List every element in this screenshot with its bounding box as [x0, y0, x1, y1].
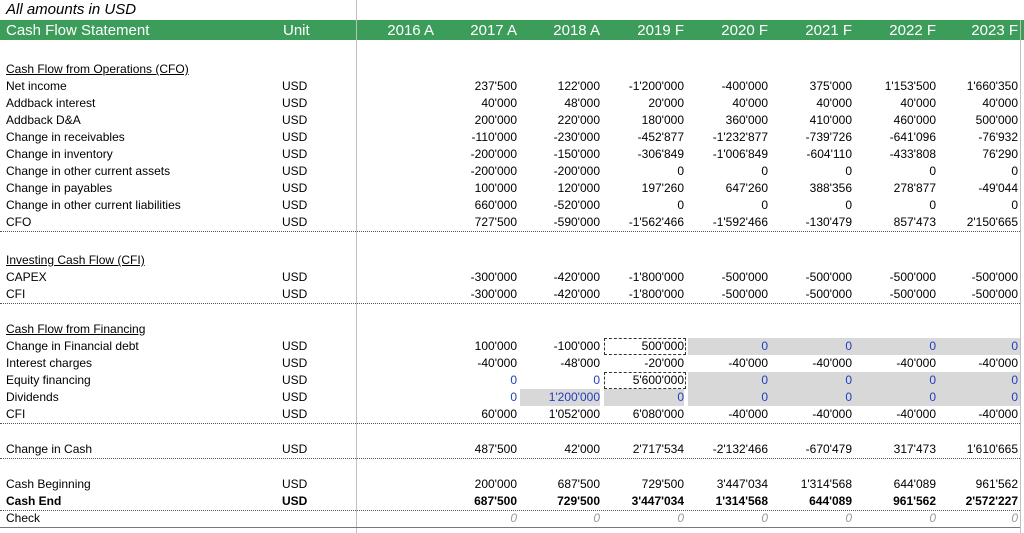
value-cell[interactable]: -739'726 — [805, 130, 852, 144]
row-unit: USD — [282, 181, 308, 195]
row-unit: USD — [282, 164, 308, 178]
row-unit: USD — [282, 442, 308, 456]
value-cell[interactable]: 0 — [845, 164, 852, 178]
value-cell[interactable]: 410'000 — [809, 113, 852, 127]
value-cell[interactable]: -48'000 — [560, 356, 600, 370]
row-label: Cash Beginning — [6, 477, 91, 491]
value-cell[interactable]: -40'000 — [978, 356, 1018, 370]
value-cell[interactable]: 100'000 — [474, 181, 517, 195]
header-year: 2016 A — [387, 22, 434, 39]
value-cell[interactable]: 487'500 — [474, 442, 517, 456]
value-cell[interactable]: 729'500 — [641, 477, 684, 491]
value-cell[interactable]: 317'473 — [893, 442, 936, 456]
header-year: 2018 A — [553, 22, 600, 39]
value-cell[interactable]: 0 — [845, 511, 852, 525]
sheet-title: All amounts in USD — [6, 1, 137, 18]
value-cell[interactable]: -590'000 — [553, 215, 600, 229]
value-cell[interactable]: -40'000 — [728, 407, 768, 421]
value-cell[interactable]: 0 — [929, 511, 936, 525]
value-cell[interactable]: -150'000 — [553, 147, 600, 161]
value-cell[interactable]: -433'808 — [889, 147, 936, 161]
value-cell[interactable]: -40'000 — [812, 407, 852, 421]
value-cell[interactable]: -49'044 — [978, 181, 1018, 195]
value-cell[interactable]: 660'000 — [474, 198, 517, 212]
value-cell[interactable]: 1'610'665 — [966, 442, 1018, 456]
value-cell[interactable]: -40'000 — [978, 407, 1018, 421]
value-cell[interactable]: 1'314'568 — [715, 494, 768, 508]
value-cell[interactable]: 0 — [593, 511, 600, 525]
row-label: Change in Financial debt — [6, 339, 139, 353]
value-cell[interactable]: -306'849 — [637, 147, 684, 161]
value-cell[interactable]: 2'572'227 — [965, 494, 1018, 508]
right-border — [1020, 20, 1021, 533]
value-cell[interactable]: 0 — [929, 198, 936, 212]
value-cell[interactable]: 0 — [845, 390, 852, 404]
row-label: Check — [6, 511, 41, 525]
header-year: 2023 F — [971, 22, 1018, 39]
row-unit: USD — [282, 356, 308, 370]
value-cell[interactable]: 1'200'000 — [548, 390, 600, 404]
section-heading: Cash Flow from Operations (CFO) — [6, 62, 189, 76]
value-cell[interactable]: -400'000 — [721, 79, 768, 93]
row-unit: USD — [282, 96, 308, 110]
row-separator — [0, 303, 1020, 304]
section-heading: Investing Cash Flow (CFI) — [6, 253, 145, 267]
value-cell[interactable]: 1'052'000 — [548, 407, 600, 421]
header-row — [0, 20, 1024, 40]
header-unit: Unit — [283, 22, 310, 39]
value-cell[interactable]: 0 — [1011, 373, 1018, 387]
value-cell[interactable]: 0 — [929, 339, 936, 353]
value-cell[interactable]: 220'000 — [557, 113, 600, 127]
value-cell[interactable]: -230'000 — [553, 130, 600, 144]
value-cell[interactable]: -2'132'466 — [712, 442, 768, 456]
value-cell[interactable]: 200'000 — [474, 477, 517, 491]
value-cell[interactable]: 961'562 — [975, 477, 1018, 491]
value-cell[interactable]: 0 — [929, 164, 936, 178]
value-cell[interactable]: 0 — [677, 164, 684, 178]
value-cell[interactable]: 500'000 — [641, 339, 684, 353]
value-cell[interactable]: 48'000 — [564, 96, 600, 110]
value-cell[interactable]: 40'000 — [982, 96, 1018, 110]
row-separator — [0, 527, 1020, 528]
value-cell[interactable]: -200'000 — [553, 164, 600, 178]
row-unit: USD — [282, 79, 308, 93]
row-label: Change in payables — [6, 181, 113, 195]
value-cell[interactable]: -641'096 — [889, 130, 936, 144]
row-unit: USD — [282, 113, 308, 127]
value-cell[interactable]: 0 — [929, 373, 936, 387]
value-cell[interactable]: 3'447'034 — [631, 494, 684, 508]
row-unit: USD — [282, 270, 308, 284]
value-cell[interactable]: -604'110 — [806, 147, 852, 161]
value-cell[interactable]: -1'562'466 — [628, 215, 684, 229]
value-cell[interactable]: 727'500 — [474, 215, 517, 229]
row-label: CFO — [6, 215, 32, 229]
value-cell[interactable]: 40'000 — [481, 96, 517, 110]
row-separator — [0, 458, 1020, 459]
value-cell[interactable]: -500'000 — [971, 287, 1018, 301]
row-unit: USD — [282, 373, 308, 387]
value-cell[interactable]: 0 — [761, 164, 768, 178]
header-year: 2017 A — [470, 22, 517, 39]
value-cell[interactable]: 40'000 — [816, 96, 852, 110]
row-separator — [0, 423, 1020, 424]
value-cell[interactable]: -110'000 — [471, 130, 517, 144]
row-unit: USD — [282, 130, 308, 144]
section-heading: Cash Flow from Financing — [6, 322, 146, 336]
value-cell[interactable]: 0 — [677, 390, 684, 404]
value-cell[interactable]: 0 — [593, 373, 600, 387]
row-label: CFI — [6, 407, 26, 421]
value-cell[interactable]: -500'000 — [971, 270, 1018, 284]
row-separator — [0, 231, 1020, 232]
row-unit: USD — [282, 407, 308, 421]
value-cell[interactable]: 0 — [845, 339, 852, 353]
row-label: Addback D&A — [6, 113, 81, 127]
value-cell[interactable]: -500'000 — [721, 270, 768, 284]
value-cell[interactable]: -500'000 — [805, 270, 852, 284]
row-label: CFI — [6, 287, 26, 301]
value-cell[interactable]: 0 — [1011, 511, 1018, 525]
row-label: Change in receivables — [6, 130, 125, 144]
value-cell[interactable]: 200'000 — [474, 113, 517, 127]
row-label: Cash End — [6, 494, 62, 508]
header-year: 2022 F — [889, 22, 936, 39]
row-unit: USD — [282, 147, 308, 161]
row-label: Interest charges — [6, 356, 93, 370]
value-cell[interactable]: -452'877 — [637, 130, 684, 144]
value-cell[interactable]: -20'000 — [644, 356, 684, 370]
value-cell[interactable]: -40'000 — [896, 407, 936, 421]
value-cell[interactable]: -200'000 — [470, 147, 517, 161]
value-cell[interactable]: -1'200'000 — [628, 79, 684, 93]
value-cell[interactable]: 5'600'000 — [632, 373, 684, 387]
row-unit: USD — [282, 477, 308, 491]
value-cell[interactable]: -500'000 — [889, 287, 936, 301]
row-unit: USD — [282, 287, 308, 301]
value-cell[interactable]: -40'000 — [477, 356, 517, 370]
value-cell[interactable]: -1'592'466 — [712, 215, 768, 229]
row-unit: USD — [282, 215, 308, 229]
value-cell[interactable]: -1'800'000 — [628, 270, 684, 284]
value-cell[interactable]: 0 — [845, 373, 852, 387]
value-cell[interactable]: 0 — [510, 390, 517, 404]
row-label: Addback interest — [6, 96, 96, 110]
value-cell[interactable]: 0 — [1011, 339, 1018, 353]
value-cell[interactable]: 1'153'500 — [884, 79, 936, 93]
header-year: 2019 F — [637, 22, 684, 39]
value-cell[interactable]: -520'000 — [553, 198, 600, 212]
row-label: Net income — [6, 79, 67, 93]
value-cell[interactable]: 20'000 — [648, 96, 684, 110]
value-cell[interactable]: -1'800'000 — [628, 287, 684, 301]
value-cell[interactable]: 197'260 — [641, 181, 684, 195]
value-cell[interactable]: -76'932 — [978, 130, 1018, 144]
value-cell[interactable]: -420'000 — [553, 287, 600, 301]
row-label: Equity financing — [6, 373, 91, 387]
value-cell[interactable]: 360'000 — [725, 113, 768, 127]
column-divider — [356, 0, 357, 533]
value-cell[interactable]: 0 — [1011, 164, 1018, 178]
value-cell[interactable]: -40'000 — [896, 356, 936, 370]
value-cell[interactable]: 180'000 — [641, 113, 684, 127]
value-cell[interactable]: 729'500 — [557, 494, 600, 508]
value-cell[interactable]: 0 — [510, 373, 517, 387]
row-unit: USD — [282, 339, 308, 353]
value-cell[interactable]: 0 — [761, 511, 768, 525]
value-cell[interactable]: 0 — [929, 390, 936, 404]
value-cell[interactable]: 0 — [677, 198, 684, 212]
value-cell[interactable]: -500'000 — [805, 287, 852, 301]
value-cell[interactable]: 3'447'034 — [716, 477, 768, 491]
row-label: CAPEX — [6, 270, 47, 284]
value-cell[interactable]: 647'260 — [725, 181, 768, 195]
value-cell[interactable]: 278'877 — [893, 181, 936, 195]
value-cell[interactable]: 644'089 — [893, 477, 936, 491]
value-cell[interactable]: -420'000 — [553, 270, 600, 284]
header-label: Cash Flow Statement — [6, 22, 150, 39]
value-cell[interactable]: -40'000 — [812, 356, 852, 370]
value-cell[interactable]: 0 — [1011, 390, 1018, 404]
value-cell[interactable]: 0 — [761, 339, 768, 353]
value-cell[interactable]: 0 — [677, 511, 684, 525]
row-unit: USD — [282, 494, 308, 508]
value-cell[interactable]: -300'000 — [470, 287, 517, 301]
value-cell[interactable]: 388'356 — [809, 181, 852, 195]
value-cell[interactable]: 0 — [761, 390, 768, 404]
value-cell[interactable]: 1'314'568 — [800, 477, 852, 491]
value-cell[interactable]: -200'000 — [470, 164, 517, 178]
value-cell[interactable]: 500'000 — [975, 113, 1018, 127]
value-cell[interactable]: 40'000 — [732, 96, 768, 110]
value-cell[interactable]: 687'500 — [557, 477, 600, 491]
value-cell[interactable]: 644'089 — [809, 494, 852, 508]
value-cell[interactable]: 76'290 — [982, 147, 1018, 161]
value-cell[interactable]: 100'000 — [474, 339, 517, 353]
value-cell[interactable]: -130'479 — [805, 215, 852, 229]
value-cell[interactable]: -300'000 — [470, 270, 517, 284]
value-cell[interactable]: 120'000 — [557, 181, 600, 195]
value-cell[interactable]: 237'500 — [474, 79, 517, 93]
value-cell[interactable]: 1'660'350 — [966, 79, 1018, 93]
header-year: 2021 F — [805, 22, 852, 39]
value-cell[interactable]: 6'080'000 — [632, 407, 684, 421]
value-cell[interactable]: 0 — [761, 373, 768, 387]
value-cell[interactable]: 2'717'534 — [632, 442, 684, 456]
row-label: Change in Cash — [6, 442, 93, 456]
value-cell[interactable]: -1'232'877 — [712, 130, 768, 144]
value-cell[interactable]: 961'562 — [893, 494, 936, 508]
value-cell[interactable]: -500'000 — [721, 287, 768, 301]
value-cell[interactable]: 0 — [1011, 198, 1018, 212]
row-unit: USD — [282, 390, 308, 404]
row-unit: USD — [282, 198, 308, 212]
header-year: 2020 F — [721, 22, 768, 39]
row-label: Change in other current assets — [6, 164, 171, 178]
value-cell[interactable]: 40'000 — [900, 96, 936, 110]
value-cell[interactable]: 42'000 — [564, 442, 600, 456]
value-cell[interactable]: 2'150'665 — [966, 215, 1018, 229]
value-cell[interactable]: -100'000 — [553, 339, 600, 353]
row-label: Change in other current liabilities — [6, 198, 181, 212]
value-cell[interactable]: 857'473 — [893, 215, 936, 229]
value-cell[interactable]: 0 — [845, 198, 852, 212]
value-cell[interactable]: 0 — [510, 511, 517, 525]
value-cell[interactable]: 122'000 — [557, 79, 600, 93]
value-cell[interactable]: 60'000 — [481, 407, 517, 421]
value-cell[interactable]: -1'006'849 — [712, 147, 768, 161]
value-cell[interactable]: -40'000 — [728, 356, 768, 370]
value-cell[interactable]: 375'000 — [809, 79, 852, 93]
value-cell[interactable]: -500'000 — [889, 270, 936, 284]
row-label: Change in inventory — [6, 147, 113, 161]
value-cell[interactable]: 460'000 — [893, 113, 936, 127]
value-cell[interactable]: -670'479 — [805, 442, 852, 456]
value-cell[interactable]: 0 — [761, 198, 768, 212]
row-label: Dividends — [6, 390, 59, 404]
value-cell[interactable]: 687'500 — [474, 494, 517, 508]
